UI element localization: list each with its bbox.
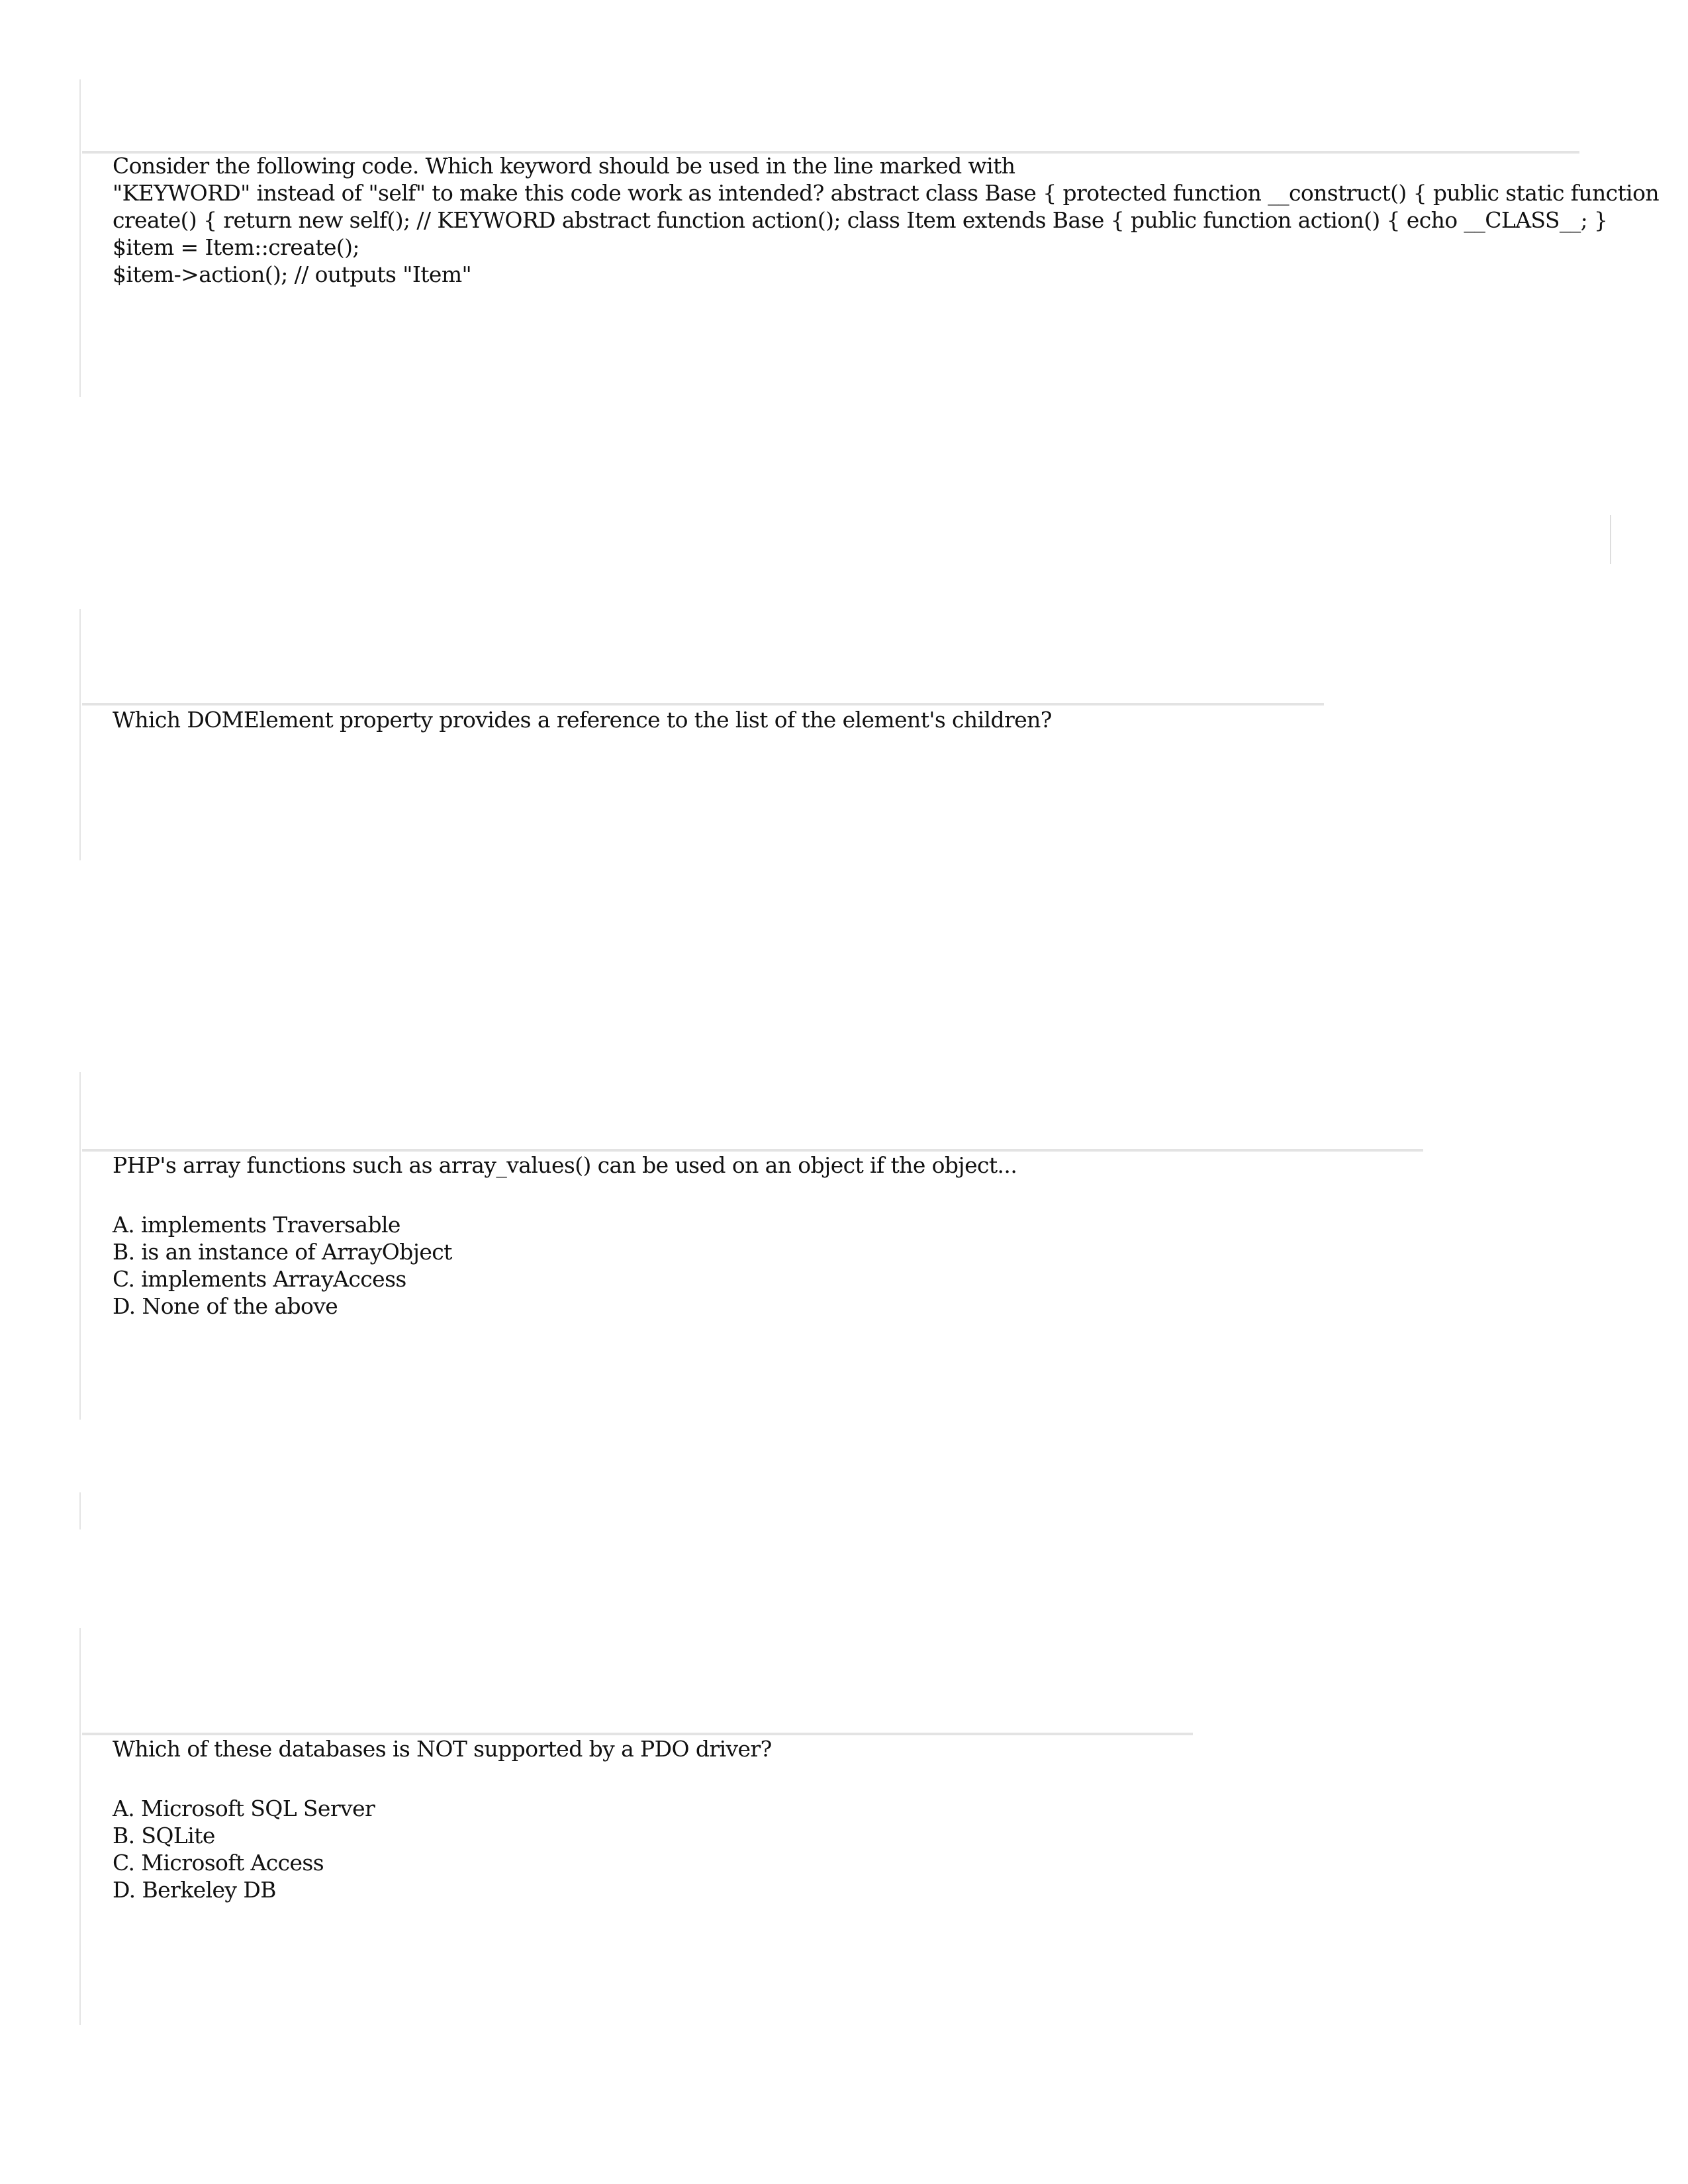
side-border-right bbox=[1610, 515, 1611, 564]
question-4 bbox=[113, 1735, 772, 1903]
question-text-line: create() { return new self(); // KEYWORD abstract function action(); class Item extends Base { public function action() { echo __CLASS__; } bbox=[113, 207, 1608, 233]
card-divider bbox=[82, 703, 1324, 705]
question-text-line: $item = Item::create(); bbox=[113, 234, 359, 260]
question-text-line: PHP's array functions such as array_values() can be used on an object if the object... bbox=[113, 1152, 1017, 1178]
answer-option: C. Microsoft Access bbox=[113, 1850, 324, 1876]
question-text-line: "KEYWORD" instead of "self" to make this code work as intended? abstract class Base { protected function __construct() { public static function bbox=[113, 180, 1660, 206]
answer-option: D. Berkeley DB bbox=[113, 1877, 276, 1903]
card-left-border bbox=[79, 1628, 81, 2025]
answer-option: B. SQLite bbox=[113, 1823, 215, 1848]
question-text-line: Consider the following code. Which keyword should be used in the line marked with bbox=[113, 153, 1015, 179]
card-left-border bbox=[79, 79, 81, 397]
question-3 bbox=[113, 1152, 1017, 1320]
card-left-border bbox=[79, 1072, 81, 1420]
answer-option: A. Microsoft SQL Server bbox=[113, 1796, 375, 1821]
question-text-line: Which of these databases is NOT supported by a PDO driver? bbox=[113, 1736, 772, 1762]
answer-options bbox=[113, 1795, 772, 1903]
card-left-border bbox=[79, 1492, 81, 1529]
question-text-line: $item->action(); // outputs "Item" bbox=[113, 261, 472, 287]
question-2 bbox=[113, 706, 1052, 733]
answer-option: A. implements Traversable bbox=[113, 1212, 400, 1238]
question-1 bbox=[113, 152, 1659, 288]
question-text-line: Which DOMElement property provides a reference to the list of the element's children? bbox=[113, 707, 1052, 733]
card-left-border bbox=[79, 609, 81, 860]
answer-options bbox=[113, 1211, 1017, 1320]
answer-option: C. implements ArrayAccess bbox=[113, 1266, 406, 1292]
answer-option: B. is an instance of ArrayObject bbox=[113, 1239, 452, 1265]
answer-option: D. None of the above bbox=[113, 1293, 338, 1319]
